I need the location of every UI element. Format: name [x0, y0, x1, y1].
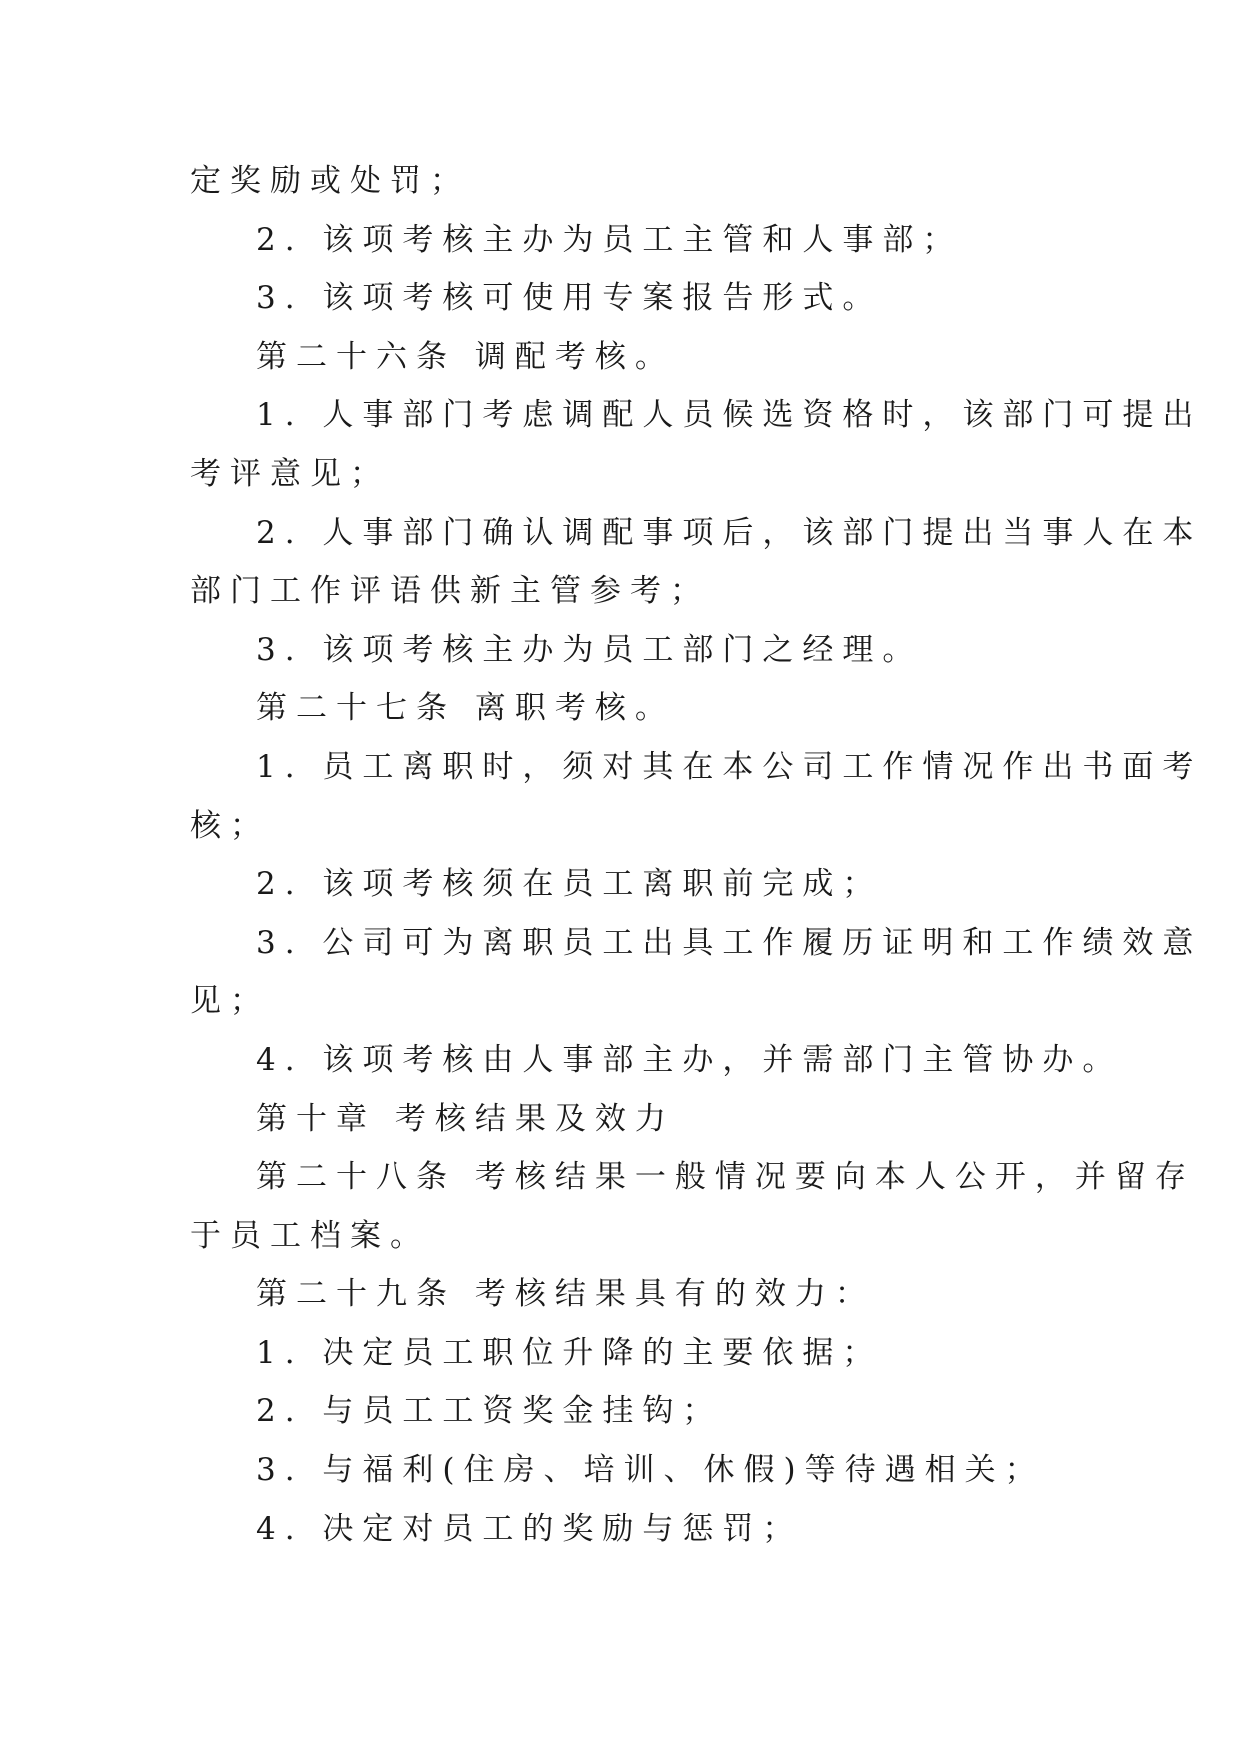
- text-line: 3. 公司可为离职员工出具工作履历证明和工作绩效意: [256, 924, 1203, 961]
- text-line: 4. 决定对员工的奖励与惩罚；: [256, 1510, 803, 1547]
- text-line: 核；: [190, 807, 270, 844]
- text-line: 3. 该项考核主办为员工部门之经理。: [256, 631, 923, 668]
- text-line: 1. 人事部门考虑调配人员候选资格时，该部门可提出: [256, 397, 1203, 434]
- text-line: 2. 该项考核须在员工离职前完成；: [256, 866, 883, 903]
- text-line: 定奖励或处罚；: [190, 163, 470, 199]
- article-heading: 第二十八条 考核结果一般情况要向本人公开，并留存: [256, 1159, 1195, 1196]
- document-body: [190, 152, 1203, 1558]
- article-heading: 第二十七条 离职考核。: [256, 690, 675, 727]
- text-line: 2. 与员工工资奖金挂钩；: [256, 1393, 723, 1430]
- article-heading: 第二十六条 调配考核。: [256, 338, 675, 375]
- text-line: 4. 该项考核由人事部主办，并需部门主管协办。: [256, 1041, 1123, 1078]
- text-line: 2. 人事部门确认调配事项后，该部门提出当事人在本: [256, 514, 1203, 551]
- text-line: 考评意见；: [190, 455, 390, 492]
- text-line: 1. 决定员工职位升降的主要依据；: [256, 1334, 883, 1371]
- text-line: 见；: [190, 983, 270, 1020]
- text-line: 2. 该项考核主办为员工主管和人事部；: [256, 221, 963, 258]
- text-line: 1. 员工离职时，须对其在本公司工作情况作出书面考: [256, 748, 1203, 785]
- text-line: 3. 与福利(住房、培训、休假)等待遇相关；: [256, 1452, 1045, 1489]
- text-line: 于员工档案。: [190, 1217, 430, 1254]
- text-line: 部门工作评语供新主管参考；: [190, 573, 710, 610]
- chapter-heading: 第十章 考核结果及效力: [256, 1100, 675, 1137]
- article-heading: 第二十九条 考核结果具有的效力：: [256, 1276, 875, 1313]
- text-line: 3. 该项考核可使用专案报告形式。: [256, 280, 883, 317]
